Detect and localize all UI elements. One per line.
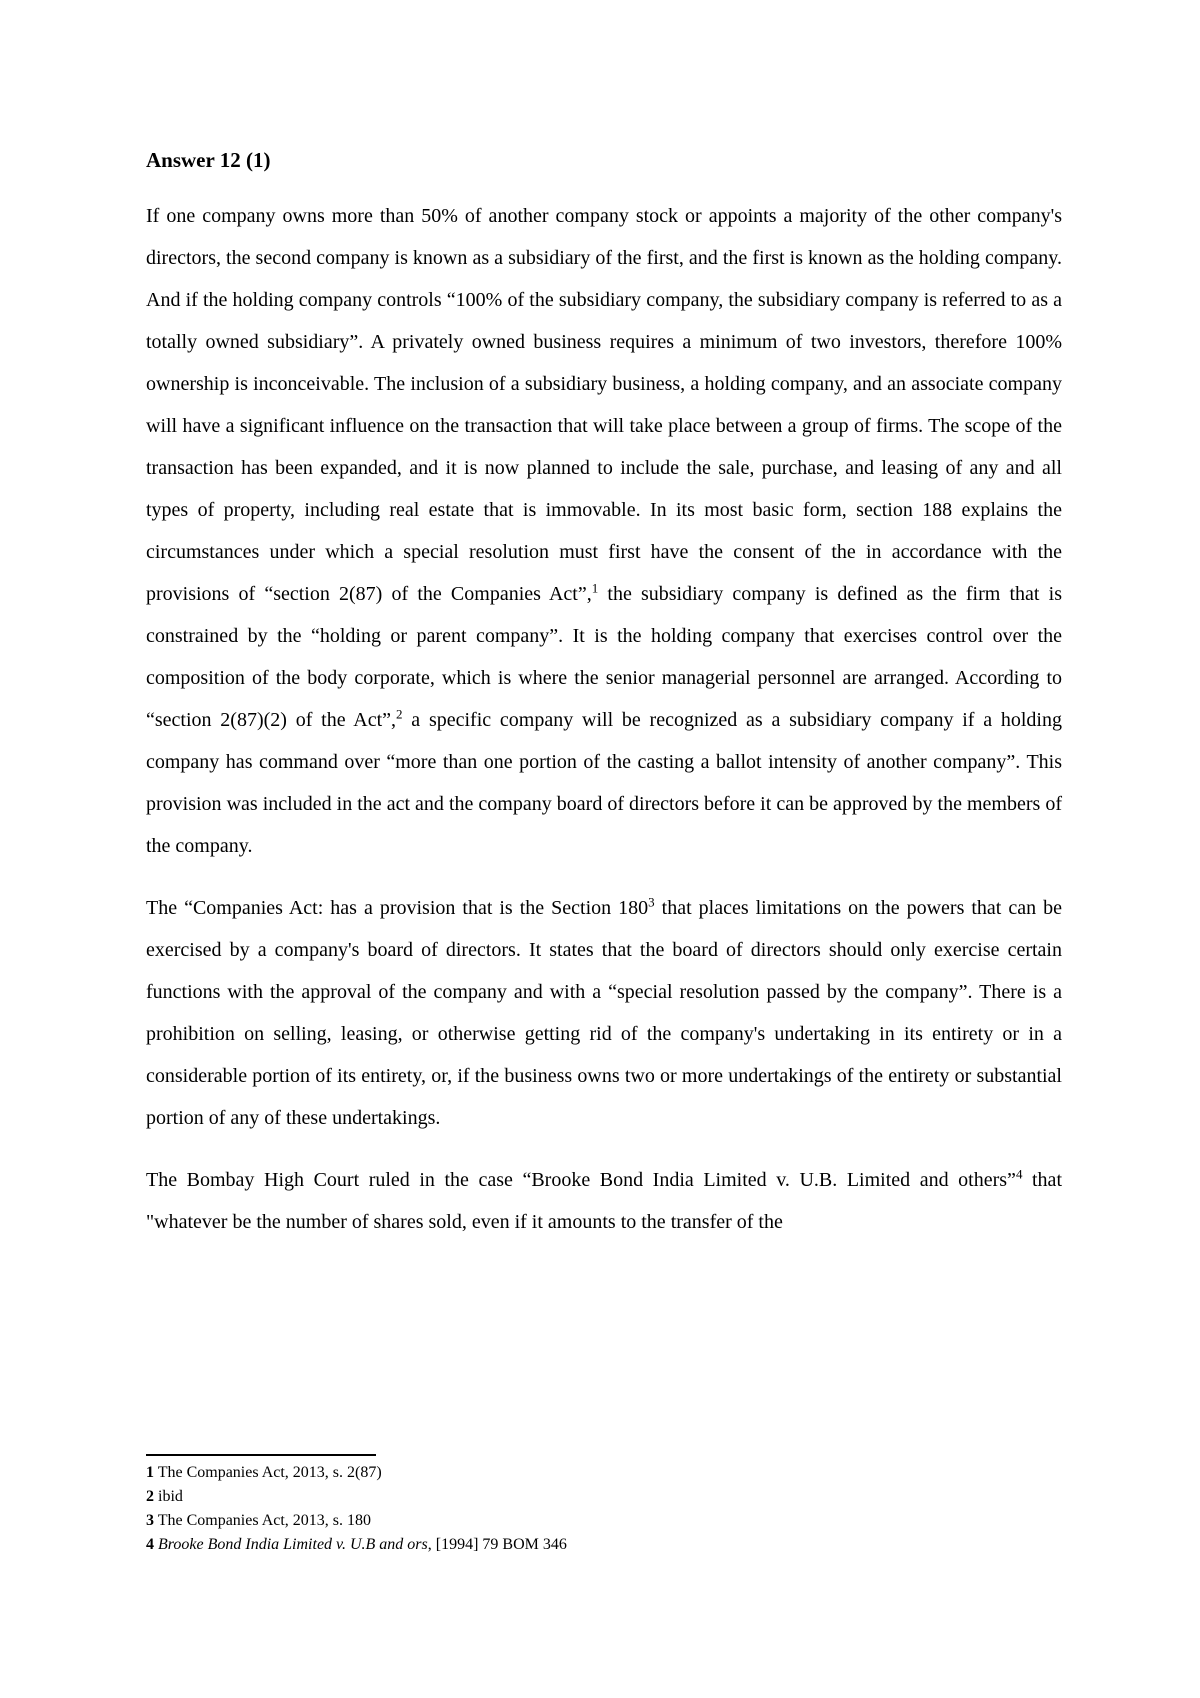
footnote-number: 2 <box>146 1488 154 1505</box>
footnotes <box>146 1461 1062 1557</box>
paragraph-3-part-a: The Bombay High Court ruled in the case “Brooke Bond India Limited v. U.B. Limited and others” <box>146 1169 1016 1191</box>
footnote-number: 4 <box>146 1536 154 1553</box>
footnote-text: ibid <box>154 1488 183 1505</box>
paragraph-3 <box>146 1159 1062 1243</box>
paragraph-2-part-b: that places limitations on the powers that can be exercised by a company's board of directors. It states that the board of directors should only exercise certain functions with the approval of the company and with a “special resolution passed by the company”. There is a prohibition on selling, leasing, or otherwise getting rid of the company's undertaking in its entirety or in a considerable portion of its entirety, or, if the business owns two or more undertakings of the entirety or substantial portion of any of these undertakings. <box>146 897 1062 1129</box>
footnote-ref-2: 2 <box>396 706 403 722</box>
paragraph-1-part-b: the subsidiary company is defined as the firm that is constrained by the “holding or parent company”. It is the holding company that exercises control over the composition of the body corporate, which is where the senior managerial personnel are arranged. According to “section 2(87)(2) of the Act”, <box>146 583 1062 731</box>
footnote-text: The Companies Act, 2013, s. 180 <box>154 1512 372 1529</box>
footnote-case-name: Brooke Bond India Limited v. U.B and ors <box>154 1536 428 1553</box>
footnote-separator <box>146 1454 376 1456</box>
answer-heading: Answer 12 (1) <box>146 148 271 172</box>
document-body <box>146 145 1062 1263</box>
paragraph-1-part-c: a specific company will be recognized as a subsidiary company if a holding company has command over “more than one portion of the casting a ballot intensity of another company”. This provision was included in the act and the company board of directors before it can be approved by the members of the company. <box>146 709 1062 857</box>
footnote-text: , [1994] 79 BOM 346 <box>427 1536 567 1553</box>
footnote-2 <box>146 1485 1062 1509</box>
paragraph-2 <box>146 887 1062 1139</box>
paragraph-1-part-a: If one company owns more than 50% of another company stock or appoints a majority of the other company's directors, the second company is known as a subsidiary of the first, and the first is known as the holding company. And if the holding company controls “100% of the subsidiary company, the subsidiary company is referred to as a totally owned subsidiary”. A privately owned business requires a minimum of two investors, therefore 100% ownership is inconceivable. The inclusion of a subsidiary business, a holding company, and an associate company will have a significant influence on the transaction that will take place between a group of firms. The scope of the transaction has been expanded, and it is now planned to include the sale, purchase, and leasing of any and all types of property, including real estate that is immovable. In its most basic form, section 188 explains the circumstances under which a special resolution must first have the consent of the in accordance with the provisions of “section 2(87) of the Companies Act”, <box>146 205 1062 605</box>
paragraph-1 <box>146 195 1062 867</box>
footnote-ref-4: 4 <box>1015 1166 1023 1182</box>
footnote-number: 1 <box>146 1464 154 1481</box>
footnote-4 <box>146 1533 1062 1557</box>
footnote-1 <box>146 1461 1062 1485</box>
footnote-ref-1: 1 <box>591 580 599 596</box>
footnote-number: 3 <box>146 1512 154 1529</box>
footnote-text: The Companies Act, 2013, s. 2(87) <box>154 1464 382 1481</box>
footnote-3 <box>146 1509 1062 1533</box>
footnote-ref-3: 3 <box>648 894 655 910</box>
paragraph-2-part-a: The “Companies Act: has a provision that is the Section 180 <box>146 897 649 919</box>
paragraph-3-part-b: that "whatever be the number of shares sold, even if it amounts to the transfer of the <box>146 1169 1062 1233</box>
